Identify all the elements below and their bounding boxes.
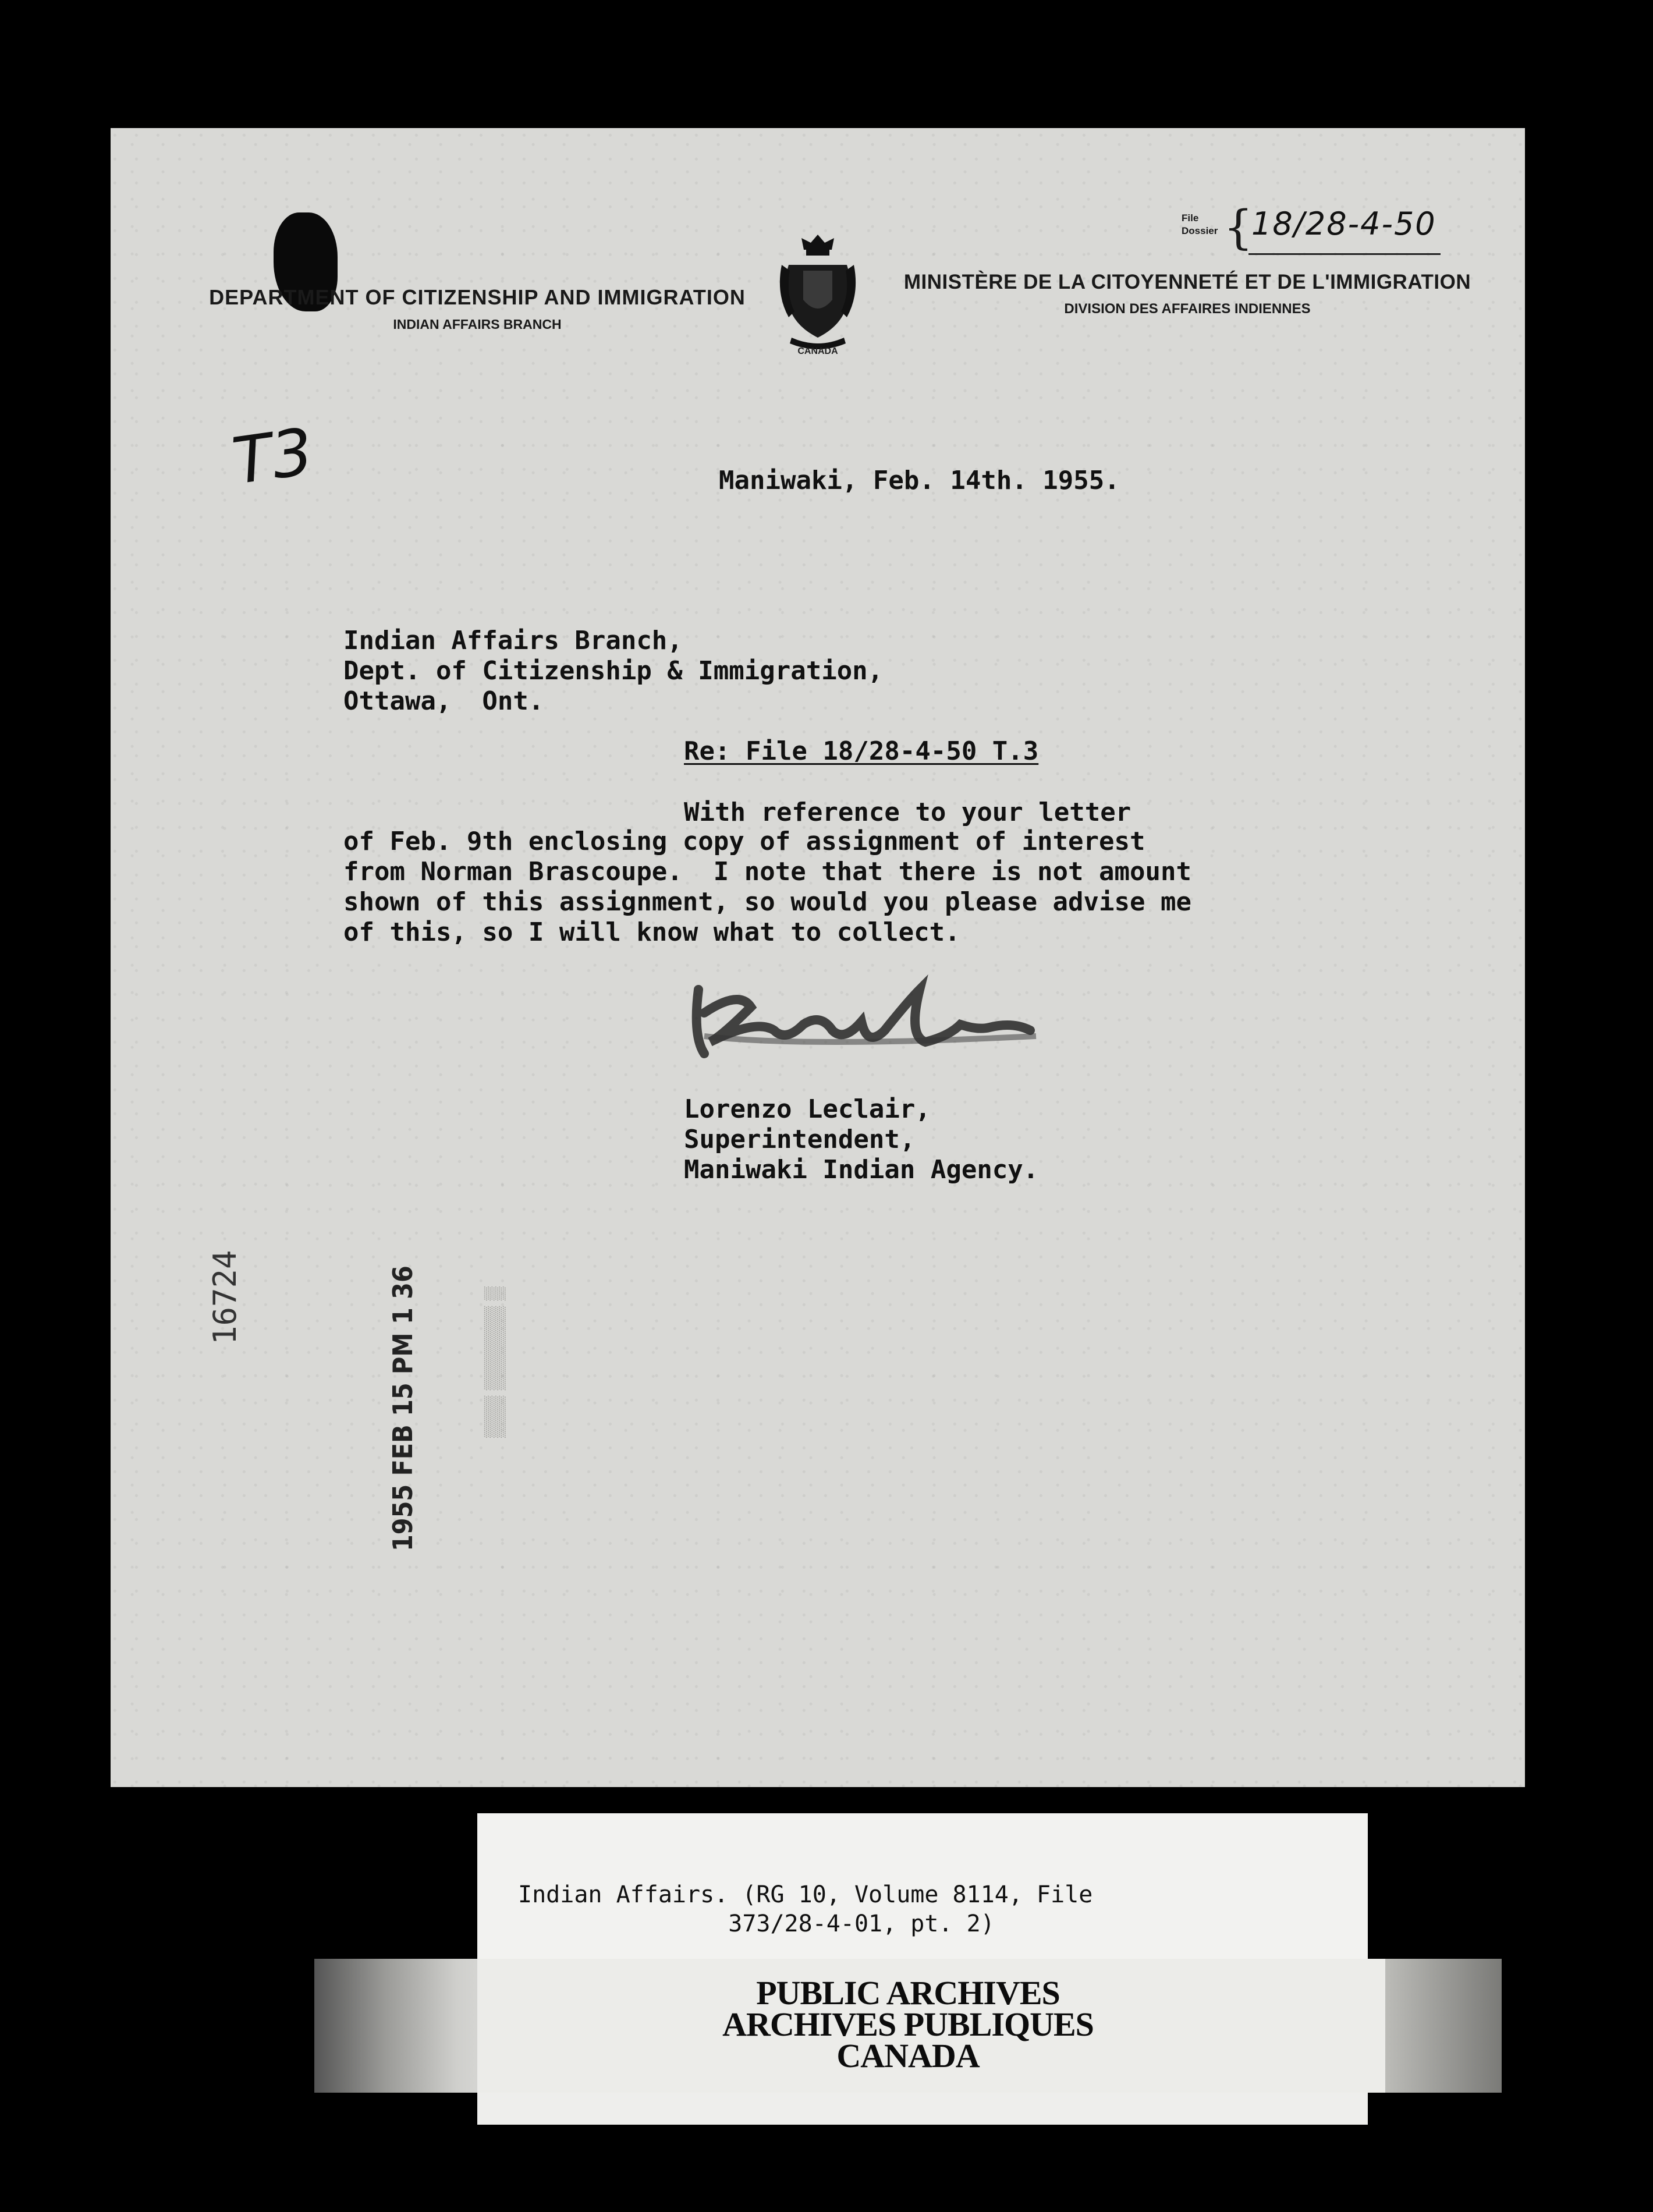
letterhead-branch-fr: DIVISION DES AFFAIRES INDIENNES bbox=[1064, 301, 1311, 317]
file-label: File bbox=[1182, 212, 1199, 224]
crest-label: CANADA bbox=[797, 346, 838, 356]
letterhead-department-fr: MINISTÈRE DE LA CITOYENNETÉ ET DE L'IMMIGRATION bbox=[903, 271, 1471, 293]
letterhead-english bbox=[180, 285, 774, 332]
subject-line: Re: File 18/28-4-50 T.3 bbox=[684, 736, 1039, 766]
public-archives-band bbox=[314, 1959, 1502, 2093]
brace-icon: { bbox=[1223, 200, 1253, 254]
dossier-label: Dossier bbox=[1182, 225, 1218, 236]
letter-body-first-line: With reference to your letter bbox=[684, 797, 1131, 827]
public-archives-text bbox=[314, 1974, 1502, 2075]
letterhead-department-en: DEPARTMENT OF CITIZENSHIP AND IMMIGRATION bbox=[209, 285, 746, 309]
archive-citation-label bbox=[477, 1813, 1368, 1959]
registry-number-stamp: 16724 bbox=[207, 1250, 243, 1345]
handwritten-signature bbox=[687, 966, 1048, 1083]
letterhead-branch-en: INDIAN AFFAIRS BRANCH bbox=[393, 317, 562, 332]
received-date-stamp: 1955 FEB 15 PM 1 36 bbox=[387, 1265, 418, 1551]
archives-country: CANADA bbox=[836, 2037, 980, 2075]
handwritten-t3: T3 bbox=[228, 414, 318, 499]
file-number-box bbox=[1182, 195, 1461, 265]
faint-registry-stamp: ▒▒▒ ▒▒▒▒▒▒ ▒ bbox=[483, 1286, 505, 1438]
archive-citation: Indian Affairs. (RG 10, Volume 8114, File 373/28-4-01, pt. 2) bbox=[518, 1881, 1093, 1937]
archives-english: PUBLIC ARCHIVES bbox=[756, 1974, 1060, 2012]
signature-block: Lorenzo Leclair, Superintendent, Maniwaki Indian Agency. bbox=[684, 1094, 1039, 1185]
canada-coat-of-arms-icon bbox=[771, 230, 864, 364]
bottom-strip bbox=[477, 2093, 1368, 2125]
file-number-underline bbox=[1248, 253, 1441, 255]
letterhead-french bbox=[885, 271, 1490, 317]
archives-french: ARCHIVES PUBLIQUES bbox=[722, 2005, 1094, 2043]
letter-body: of Feb. 9th enclosing copy of assignment of interest from Norman Brascoupe. I note that there is not amount shown of this assignment, so would you please advise me of this, so I will know what to collect. bbox=[343, 827, 1191, 947]
letter-date: Maniwaki, Feb. 14th. 1955. bbox=[719, 466, 1120, 495]
file-number: 18/28-4-50 bbox=[1251, 205, 1436, 242]
letter-sheet bbox=[111, 128, 1525, 1787]
recipient-address: Indian Affairs Branch, Dept. of Citizenship & Immigration, Ottawa, Ont. bbox=[343, 626, 884, 716]
